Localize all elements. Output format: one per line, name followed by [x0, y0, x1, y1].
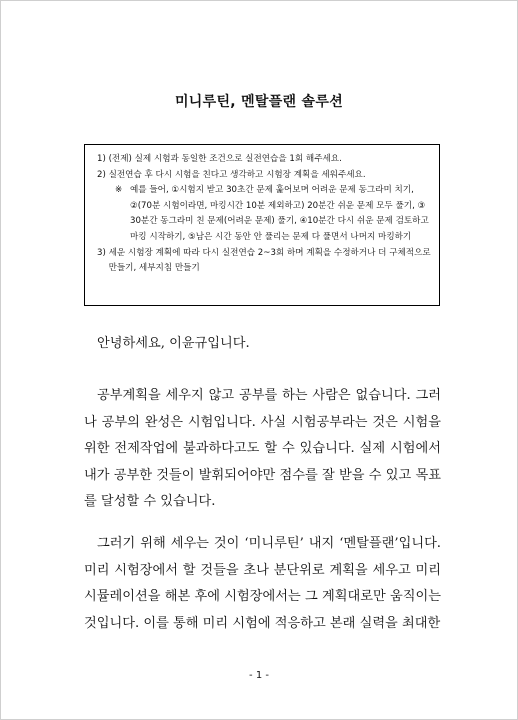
- box-item-1-number: 1): [97, 154, 106, 164]
- box-item-3-text: 세운 시험장 계획에 따라 다시 실전연습 2~3회 하며 계획을 수정하거나 더 구체적으로 만들기, 세부지침 만들기: [108, 247, 431, 274]
- box-item-2-text: 실전연습 후 다시 시험을 친다고 생각하고 시험장 계획을 세워주세요.: [108, 169, 366, 180]
- body-paragraph-2: 그러기 위해 세우는 것이 ‘미니루틴’ 내지 ‘멘탈플랜’입니다. 미리 시험장에서 할 것들을 초나 분단위로 계획을 세우고 미리 시뮬레이션을 해본 후에 시험장에서는 그 계획대로만 움직이는 것입니다. 이를 통해 미리 시험에 적응하고 본래 실력을 최대한: [84, 536, 441, 631]
- box-item-2: [97, 168, 431, 184]
- greeting-paragraph: 안녕하세요, 이윤규입니다.: [97, 336, 250, 351]
- body-paragraph-1: 공부계획을 세우지 않고 공부를 하는 사람은 없습니다. 그러나 공부의 완성은 시험입니다. 사실 시험공부라는 것은 시험을 위한 전제작업에 불과하다고도 할 수 있습니다. 실제 시험에서 내가 공부한 것들이 발휘되어야만 점수를 잘 받을 수 있고 목표를 달성할 수 있습니다.: [84, 388, 441, 509]
- document-title: 미니루틴, 멘탈플랜 솔루션: [174, 94, 344, 110]
- box-item-3: [97, 246, 431, 277]
- box-item-2-number: 2): [97, 169, 106, 180]
- box-item-3-number: 3): [97, 247, 106, 258]
- box-item-1: [97, 152, 431, 168]
- page-number: - 1 -: [249, 670, 269, 681]
- box-note-text: 예를 들어, ①시험지 받고 30초간 문제 훑어보며 어려운 문제 동그라미 치기, ②(70분 시험이라면, 마킹시간 10분 제외하고) 20분간 쉬운 문제 모두 풀기, ③ 30분간 동그라미 친 문제(어려운 문제) 풀기, ④10분간 다시 쉬운 문제 검토하고 마킹 시작하기, ⑤남은 시간 동안 안 풀리는 문제 다 풀면서 나머지 마킹하기: [130, 185, 429, 242]
- box-item-1-text: (전제) 실제 시험과 동일한 조건으로 실전연습을 1회 해주세요.: [108, 154, 342, 164]
- box-note: [97, 183, 431, 245]
- summary-box: [84, 144, 440, 306]
- reference-mark-icon: ※: [115, 185, 123, 196]
